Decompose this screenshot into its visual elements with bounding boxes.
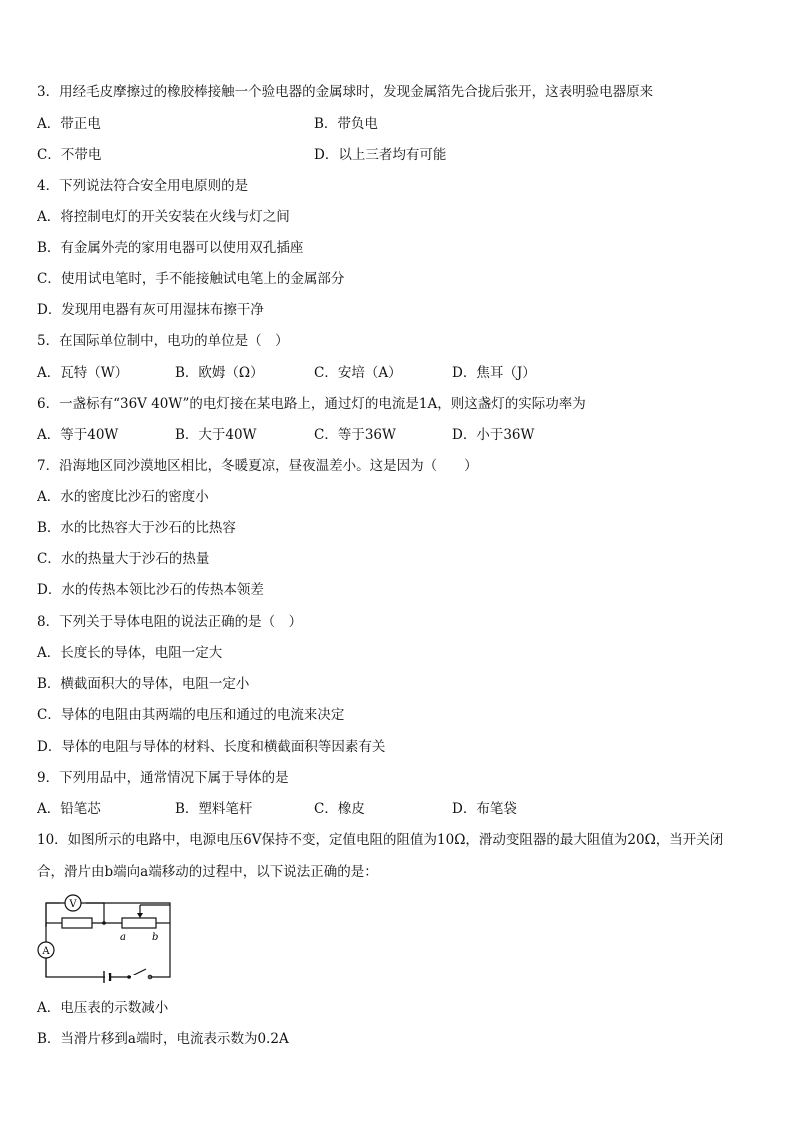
question-7-option-c: C．水的热量大于沙石的热量: [37, 551, 210, 567]
question-4-option-a: A．将控制电灯的开关安装在火线与灯之间: [37, 209, 290, 225]
question-5-option-c: C．安培（A）: [314, 365, 402, 381]
question-9-option-b: B．塑料笔杆: [175, 801, 253, 817]
terminal-a-label: a: [120, 932, 126, 943]
question-10-option-a: A．电压表的示数减小: [37, 1000, 169, 1016]
question-4-option-d: D．发现用电器有灰可用湿抹布擦干净: [37, 302, 264, 318]
slide-rheostat: [122, 918, 156, 928]
question-3-stem: 3．用经毛皮摩擦过的橡胶棒接触一个验电器的金属球时，发现金属箔先合拢后张开，这表明验电器原来: [37, 84, 654, 100]
voltmeter-label: V: [69, 899, 77, 910]
question-6-option-d: D．小于36W: [452, 427, 535, 443]
question-10-option-b: B．当滑片移到a端时，电流表示数为0.2A: [37, 1031, 289, 1047]
question-10-stem-line-2: 合，滑片由b端向a端移动的过程中，以下说法正确的是：: [37, 864, 378, 880]
circuit-diagram: [34, 893, 179, 985]
question-5-option-d: D．焦耳（J）: [452, 365, 536, 381]
question-5-option-b: B．欧姆（Ω）: [175, 365, 264, 381]
question-3-option-a: A．带正电: [37, 116, 101, 132]
question-8-option-b: B．横截面积大的导体，电阻一定小: [37, 676, 250, 692]
question-4-option-c: C．使用试电笔时，手不能接触试电笔上的金属部分: [37, 271, 345, 287]
circuit-wire-voltmeter-right: [86, 903, 104, 923]
question-5-option-a: A．瓦特（W）: [37, 365, 129, 381]
question-8-option-c: C．导体的电阻由其两端的电压和通过的电流来决定: [37, 707, 345, 723]
question-8-option-d: D．导体的电阻与导体的材料、长度和横截面积等因素有关: [37, 739, 386, 755]
question-6-stem: 6．一盏标有“36V 40W”的电灯接在某电路上，通过灯的电流是1A，则这盏灯的实际功率为: [37, 396, 586, 412]
terminal-b-label: b: [152, 932, 159, 943]
question-9-stem: 9．下列用品中，通常情况下属于导体的是: [37, 770, 289, 786]
question-6-option-b: B．大于40W: [175, 427, 257, 443]
question-7-option-a: A．水的密度比沙石的密度小: [37, 489, 209, 505]
question-5-stem: 5．在国际单位制中，电功的单位是（ ）: [37, 333, 289, 349]
question-3-option-c: C．不带电: [37, 147, 102, 163]
question-10-stem-line-1: 10．如图所示的电路中，电源电压6V保持不变，定值电阻的阻值为10Ω，滑动变阻器的最大阻值为20Ω，当开关闭: [37, 832, 724, 848]
question-9-option-d: D．布笔袋: [452, 801, 517, 817]
ammeter-label: A: [42, 946, 50, 957]
question-4-option-b: B．有金属外壳的家用电器可以使用双孔插座: [37, 240, 304, 256]
question-6-option-a: A．等于40W: [37, 427, 119, 443]
question-9-option-c: C．橡皮: [314, 801, 365, 817]
question-8-option-a: A．长度长的导体，电阻一定大: [37, 645, 223, 661]
fixed-resistor: [62, 918, 92, 928]
question-7-option-b: B．水的比热容大于沙石的比热容: [37, 520, 236, 536]
question-7-stem: 7．沿海地区同沙漠地区相比，冬暖夏凉，昼夜温差小。这是因为（ ）: [37, 458, 478, 474]
question-8-stem: 8．下列关于导体电阻的说法正确的是（ ）: [37, 614, 303, 630]
question-3-option-b: B．带负电: [314, 116, 378, 132]
question-3-option-d: D．以上三者均有可能: [314, 147, 447, 163]
question-6-option-c: C．等于36W: [314, 427, 396, 443]
question-7-option-d: D．水的传热本领比沙石的传热本领差: [37, 582, 264, 598]
question-9-option-a: A．铅笔芯: [37, 801, 101, 817]
question-4-stem: 4．下列说法符合安全用电原则的是: [37, 178, 249, 194]
